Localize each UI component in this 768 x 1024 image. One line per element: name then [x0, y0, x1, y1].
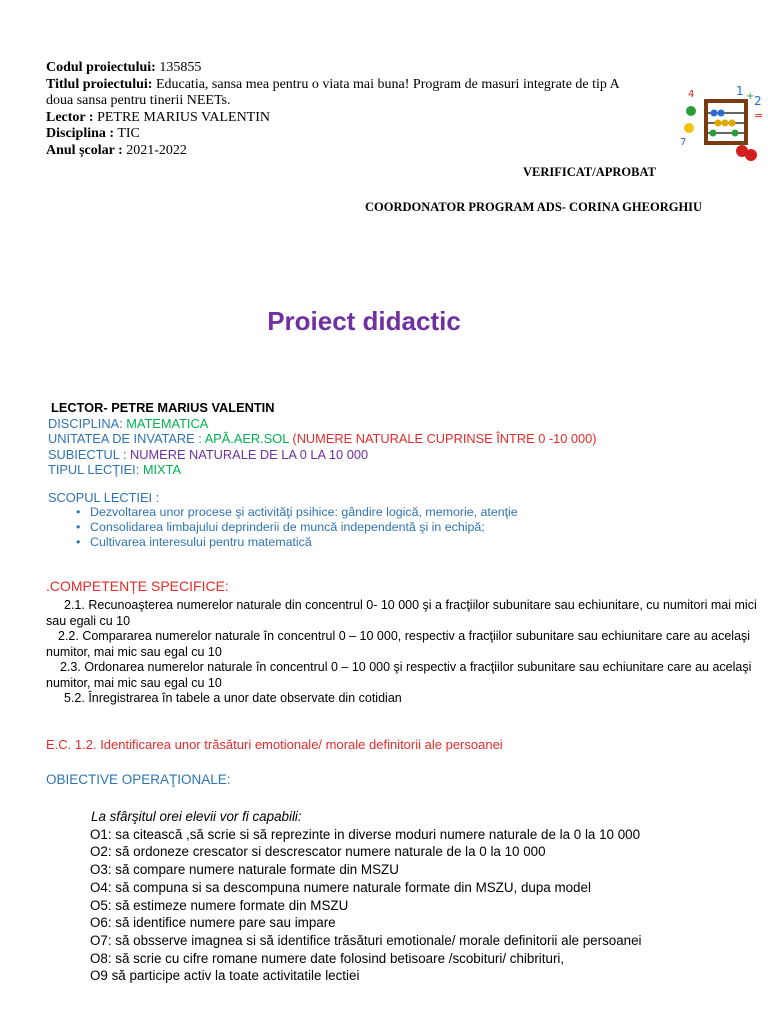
project-school-year: Anul școlar : 2021-2022 — [46, 142, 187, 158]
project-header — [46, 60, 686, 159]
list-item: 2.3. Ordonarea numerelor naturale în concentrul 0 – 10 000 şi respectiv a fracţiilor subunitare sau echiunitare care au acelaşi numitor, mai mic sau egal cu 10 — [46, 660, 752, 690]
list-item: O9 să participe activ la toate activitatile lectiei — [90, 968, 360, 984]
list-item: O8: să scrie cu cifre romane numere date folosind betisoare /scobituri/ chibrituri, — [90, 950, 565, 966]
list-item: O1: sa citească ,să scrie si să reprezinte in diverse moduri numere naturale de la 0 la 10 000 — [90, 826, 641, 842]
lesson-subject: SUBIECTUL : NUMERE NATURALE DE LA 0 LA 10 000 — [48, 446, 369, 462]
scope-heading: SCOPUL LECTIEI : — [48, 489, 160, 505]
objectives-intro: La sfârşitul orei elevii vor fi capabili: — [91, 809, 302, 824]
project-title-cont: doua sansa pentru tinerii NEETs. — [46, 93, 231, 108]
list-item: 5.2. Înregistrarea în tabele a unor date observate din cotidian — [64, 691, 402, 705]
project-discipline: Disciplina : TIC — [46, 126, 140, 141]
list-item: • Consolidarea limbajului deprinderii de muncă independentă şi in echipă; — [76, 520, 763, 535]
abacus-numbers-icon — [680, 83, 765, 168]
lesson-discipline: DISCIPLINA: MATEMATICA — [48, 415, 209, 431]
list-item: • Dezvoltarea unor procese şi activităţi psihice: gândire logică, memorie, atenţie — [76, 505, 763, 520]
objectives-heading: OBIECTIVE OPERAŢIONALE: — [46, 772, 231, 787]
list-item: O7: să obsserve imagnea si să identifice trăsături emotionale/ morale definitorii ale persoanei — [90, 932, 642, 948]
svg-text:1: 1 — [736, 84, 744, 98]
svg-text:4: 4 — [688, 89, 695, 100]
list-item: O2: să ordoneze crescator si descrescator numere naturale de la 0 la 10 000 — [90, 844, 546, 860]
lesson-type: TIPUL LECŢIEI: MIXTA — [48, 462, 181, 477]
lesson-info — [48, 400, 763, 550]
competences-list — [46, 598, 764, 707]
list-item: O4: să compuna si sa descompuna numere naturale formate din MSZU, dupa model — [90, 879, 591, 895]
project-code: Codul proiectului: 135855 — [46, 60, 202, 75]
scope-list — [48, 505, 763, 550]
svg-text:=: = — [754, 109, 764, 122]
list-item: O3: să compare numere naturale formate din MSZU — [90, 862, 399, 878]
list-item: 2.1. Recunoaşterea numerelor naturale din concentrul 0- 10 000 şi a fracţiilor subunitare sau echiunitare, cu numitori mai mici sau egali cu 10 — [46, 598, 757, 628]
coordinator-label: COORDONATOR PROGRAM ADS- CORINA GHEORGHIU — [365, 200, 703, 214]
objectives-list — [90, 808, 760, 985]
ec-line: E.C. 1.2. Identificarea unor trăsături emotionale/ morale definitorii ale persoanei — [46, 737, 503, 752]
page-title: Proiect didactic — [267, 306, 461, 336]
list-item: 2.2. Compararea numerelor naturale în concentrul 0 – 10 000, respectiv a fracţiilor subunitare sau echiunitare care au acelaşi numitor, mai mic sau egal cu 10 — [46, 629, 751, 659]
svg-text:+: + — [746, 91, 755, 102]
svg-text:2: 2 — [754, 94, 762, 108]
lesson-lector: LECTOR- PETRE MARIUS VALENTIN — [51, 400, 275, 415]
svg-text:7: 7 — [680, 137, 687, 148]
lesson-unit: UNITATEA DE INVATARE : APĂ.AER.SOL (NUMERE NATURALE CUPRINSE ÎNTRE 0 -10 000) — [48, 431, 597, 446]
list-item: • Cultivarea interesului pentru matematică — [76, 535, 763, 550]
list-item: O6: să identifice numere pare sau impare — [90, 915, 336, 931]
approval-label: VERIFICAT/APROBAT — [523, 165, 656, 179]
project-lector: Lector : PETRE MARIUS VALENTIN — [46, 109, 270, 125]
list-item: O5: să estimeze numere formate din MSZU — [90, 897, 349, 913]
project-title: Titlul proiectului: Educatia, sansa mea pentru o viata mai buna! Program de masuri integrate de tip A — [46, 76, 620, 92]
competences-heading: .COMPETENȚE SPECIFICE: — [46, 578, 229, 594]
